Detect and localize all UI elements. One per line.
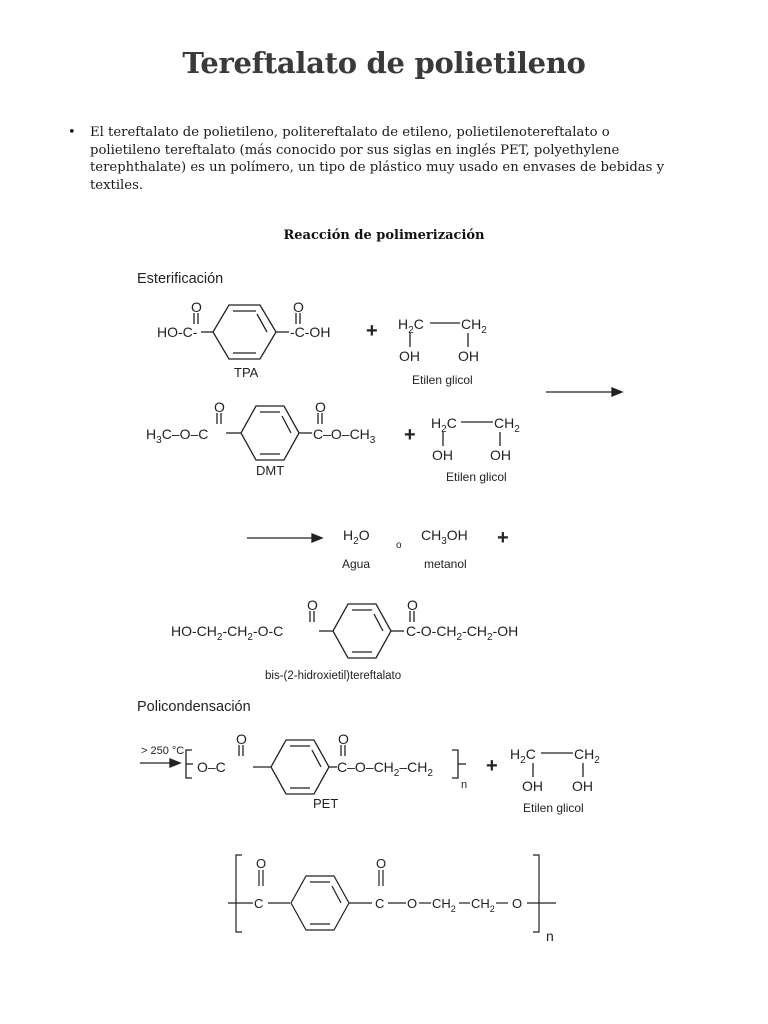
plus-sign: + bbox=[497, 527, 509, 549]
tpa-structure bbox=[194, 305, 300, 359]
atom-label: C bbox=[375, 896, 385, 911]
atom-label: OH bbox=[432, 447, 453, 463]
esterification-heading: Esterificación bbox=[137, 271, 224, 287]
atom-label: $C-O-CH_2-CH_2-OH$ bbox=[406, 623, 519, 643]
atom-label: OH bbox=[490, 447, 511, 463]
methanol-formula: $CH_3OH$ bbox=[421, 527, 468, 547]
atom-label: $H_2C$ bbox=[398, 316, 424, 336]
plus-sign: + bbox=[486, 755, 498, 777]
pet-repeat-unit bbox=[228, 855, 556, 932]
atom-label: C bbox=[254, 896, 264, 911]
atom-label: OH bbox=[399, 348, 420, 364]
page-title: Tereftalato de polietileno bbox=[182, 46, 586, 80]
atom-label: O bbox=[191, 299, 202, 315]
atom-label: $CH_2$ bbox=[471, 896, 495, 914]
atom-label: HO-C- bbox=[157, 324, 198, 340]
atom-label: $CH_2$ bbox=[461, 316, 487, 336]
atom-label: O–C bbox=[197, 759, 226, 775]
paragraph-line: terephthalate) es un polímero, un tipo de plástico muy usado en envases de bebidas y bbox=[90, 160, 665, 175]
eg-label-3: Etilen glicol bbox=[523, 801, 584, 815]
atom-label: $CH_2$ bbox=[432, 896, 456, 914]
water-label: Agua bbox=[342, 557, 371, 571]
atom-label: $HO-CH_2-CH_2-O-C$ bbox=[171, 623, 284, 643]
repeat-n: n bbox=[546, 928, 554, 944]
atom-label: $CH_2$ bbox=[574, 746, 600, 766]
pet-label: PET bbox=[313, 796, 339, 811]
bhet-label: bis-(2-hidroxietil)tereftalato bbox=[265, 670, 402, 682]
atom-label: O bbox=[315, 399, 326, 415]
atom-label: OH bbox=[572, 778, 593, 794]
repeat-n: n bbox=[461, 779, 468, 791]
atom-label: O bbox=[338, 731, 349, 747]
methanol-label: metanol bbox=[424, 557, 467, 571]
figure-caption: Reacción de polimerización bbox=[283, 228, 485, 243]
bullet-marker: • bbox=[68, 125, 76, 140]
atom-label: O bbox=[376, 856, 387, 871]
eg-label-1: Etilen glicol bbox=[412, 373, 473, 387]
atom-label: O bbox=[236, 731, 247, 747]
dmt-label: DMT bbox=[256, 463, 285, 478]
paragraph-line: polietileno tereftalato (más conocido por sus siglas en inglés PET, polyethylene bbox=[90, 142, 620, 158]
atom-label: $C-O-CH_2-CH_2$ bbox=[337, 759, 433, 779]
paragraph-line: El tereftalato de polietileno, politereftalato de etileno, polietilenotereftalato o bbox=[90, 125, 610, 140]
temperature-label: > 250 °C bbox=[141, 745, 185, 757]
plus-sign: + bbox=[366, 320, 378, 342]
eg-label-2: Etilen glicol bbox=[446, 470, 507, 484]
atom-label: -C-OH bbox=[290, 324, 331, 340]
bhet-structure bbox=[310, 604, 414, 658]
atom-label: O bbox=[214, 399, 225, 415]
plus-sign: + bbox=[404, 424, 416, 446]
atom-label: O bbox=[293, 299, 304, 315]
atom-label: O bbox=[407, 896, 418, 911]
water-formula: $H_2O$ bbox=[343, 527, 370, 547]
atom-label: OH bbox=[458, 348, 479, 364]
reaction-arrow-1 bbox=[546, 388, 622, 396]
atom-label: O bbox=[307, 597, 318, 613]
atom-label: O bbox=[407, 597, 418, 613]
tpa-label: TPA bbox=[234, 365, 259, 380]
atom-label: O bbox=[256, 856, 267, 871]
atom-label: $CH_2$ bbox=[494, 415, 520, 435]
atom-label: $H_2C$ bbox=[510, 746, 536, 766]
reaction-arrow-2 bbox=[247, 534, 322, 542]
atom-label: O bbox=[512, 896, 523, 911]
or-word: o bbox=[396, 540, 402, 551]
atom-label: $H_2C$ bbox=[431, 415, 457, 435]
atom-label: $C-O-CH_3$ bbox=[313, 426, 376, 446]
polycondensation-heading: Policondensación bbox=[137, 699, 251, 715]
atom-label: $H_3C-O-C$ bbox=[146, 426, 209, 446]
paragraph-line: textiles. bbox=[90, 177, 144, 193]
atom-label: OH bbox=[522, 778, 543, 794]
dmt-structure bbox=[217, 406, 322, 460]
